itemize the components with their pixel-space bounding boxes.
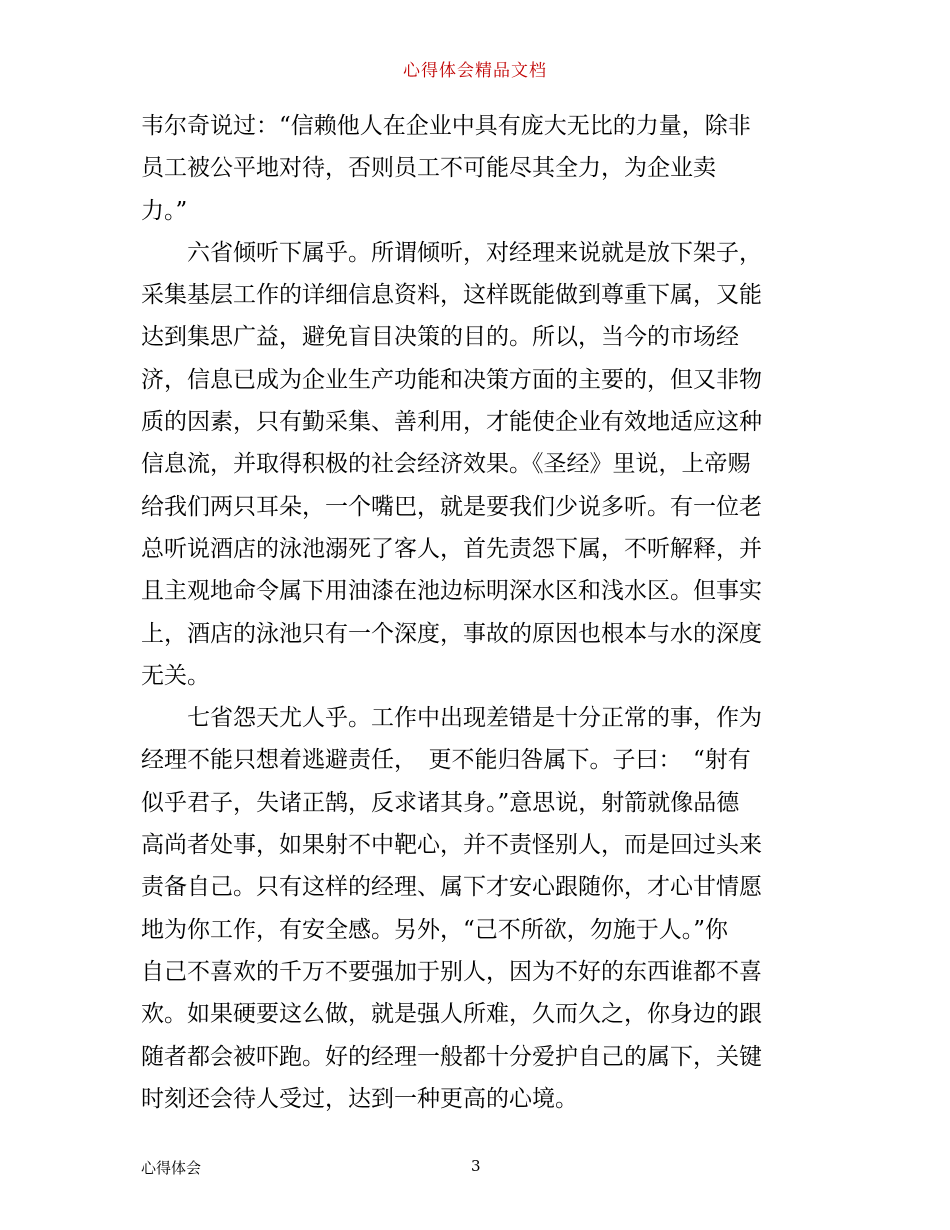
body-line: 无关。	[141, 662, 210, 689]
paragraph-start-line: 六省倾听下属乎。所谓倾听，对经理来说就是放下架子，	[187, 239, 762, 266]
body-line: 采集基层工作的详细信息资料，这样既能做到尊重下属，又能	[141, 282, 762, 309]
body-line: 给我们两只耳朵，一个嘴巴，就是要我们少说多听。有一位老	[141, 493, 762, 520]
body-line: 随者都会被吓跑。好的经理一般都十分爱护自己的属下，关键	[141, 1043, 762, 1070]
body-line: 似乎君子，失诸正鹄，反求诸其身。”意思说，射箭就像品德	[141, 789, 740, 816]
body-line: 责备自己。只有这样的经理、属下才安心跟随你，才心甘情愿	[141, 874, 762, 901]
body-line: 力。”	[141, 197, 188, 224]
paragraph-start-line: 七省怨天尤人乎。工作中出现差错是十分正常的事，作为	[187, 705, 762, 732]
body-line: 且主观地命令属下用油漆在池边标明深水区和浅水区。但事实	[141, 578, 762, 605]
body-line: 韦尔奇说过：“信赖他人在企业中具有庞大无比的力量，除非	[141, 113, 751, 139]
footer-label: 心得体会	[141, 1159, 202, 1177]
page-number: 3	[471, 1157, 481, 1175]
body-line: 经理不能只想着逃避责任， 更不能归咎属下。子曰： “射有	[141, 747, 751, 774]
body-line: 时刻还会待人受过，达到一种更高的心境。	[141, 1085, 578, 1112]
body-line: 达到集思广益，避免盲目决策的目的。所以，当今的市场经	[141, 324, 739, 351]
body-line: 上，酒店的泳池只有一个深度，事故的原因也根本与水的深度	[141, 620, 762, 647]
body-line: 信息流，并取得积极的社会经济效果。《圣经》里说，上帝赐	[141, 451, 751, 478]
document-body	[141, 105, 813, 1120]
body-line: 地为你工作，有安全感。另外，“己不所欲，勿施于人。”你	[141, 916, 729, 943]
body-line: 自己不喜欢的千万不要强加于别人，因为不好的东西谁都不喜	[141, 958, 762, 985]
body-line: 员工被公平地对待，否则员工不可能尽其全力，为企业卖	[141, 155, 716, 182]
body-line: 欢。如果硬要这么做，就是强人所难，久而久之，你身边的跟	[141, 1001, 762, 1028]
document-header-title: 心得体会精品文档	[403, 61, 547, 81]
body-line: 总听说酒店的泳池溺死了客人，首先责怨下属，不听解释，并	[141, 535, 762, 562]
body-line: 质的因素，只有勤采集、善利用，才能使企业有效地适应这种	[141, 409, 762, 436]
body-line: 济，信息已成为企业生产功能和决策方面的主要的，但又非物	[141, 366, 762, 393]
body-line: 高尚者处事，如果射不中靶心，并不责怪别人，而是回过头来	[141, 832, 762, 859]
